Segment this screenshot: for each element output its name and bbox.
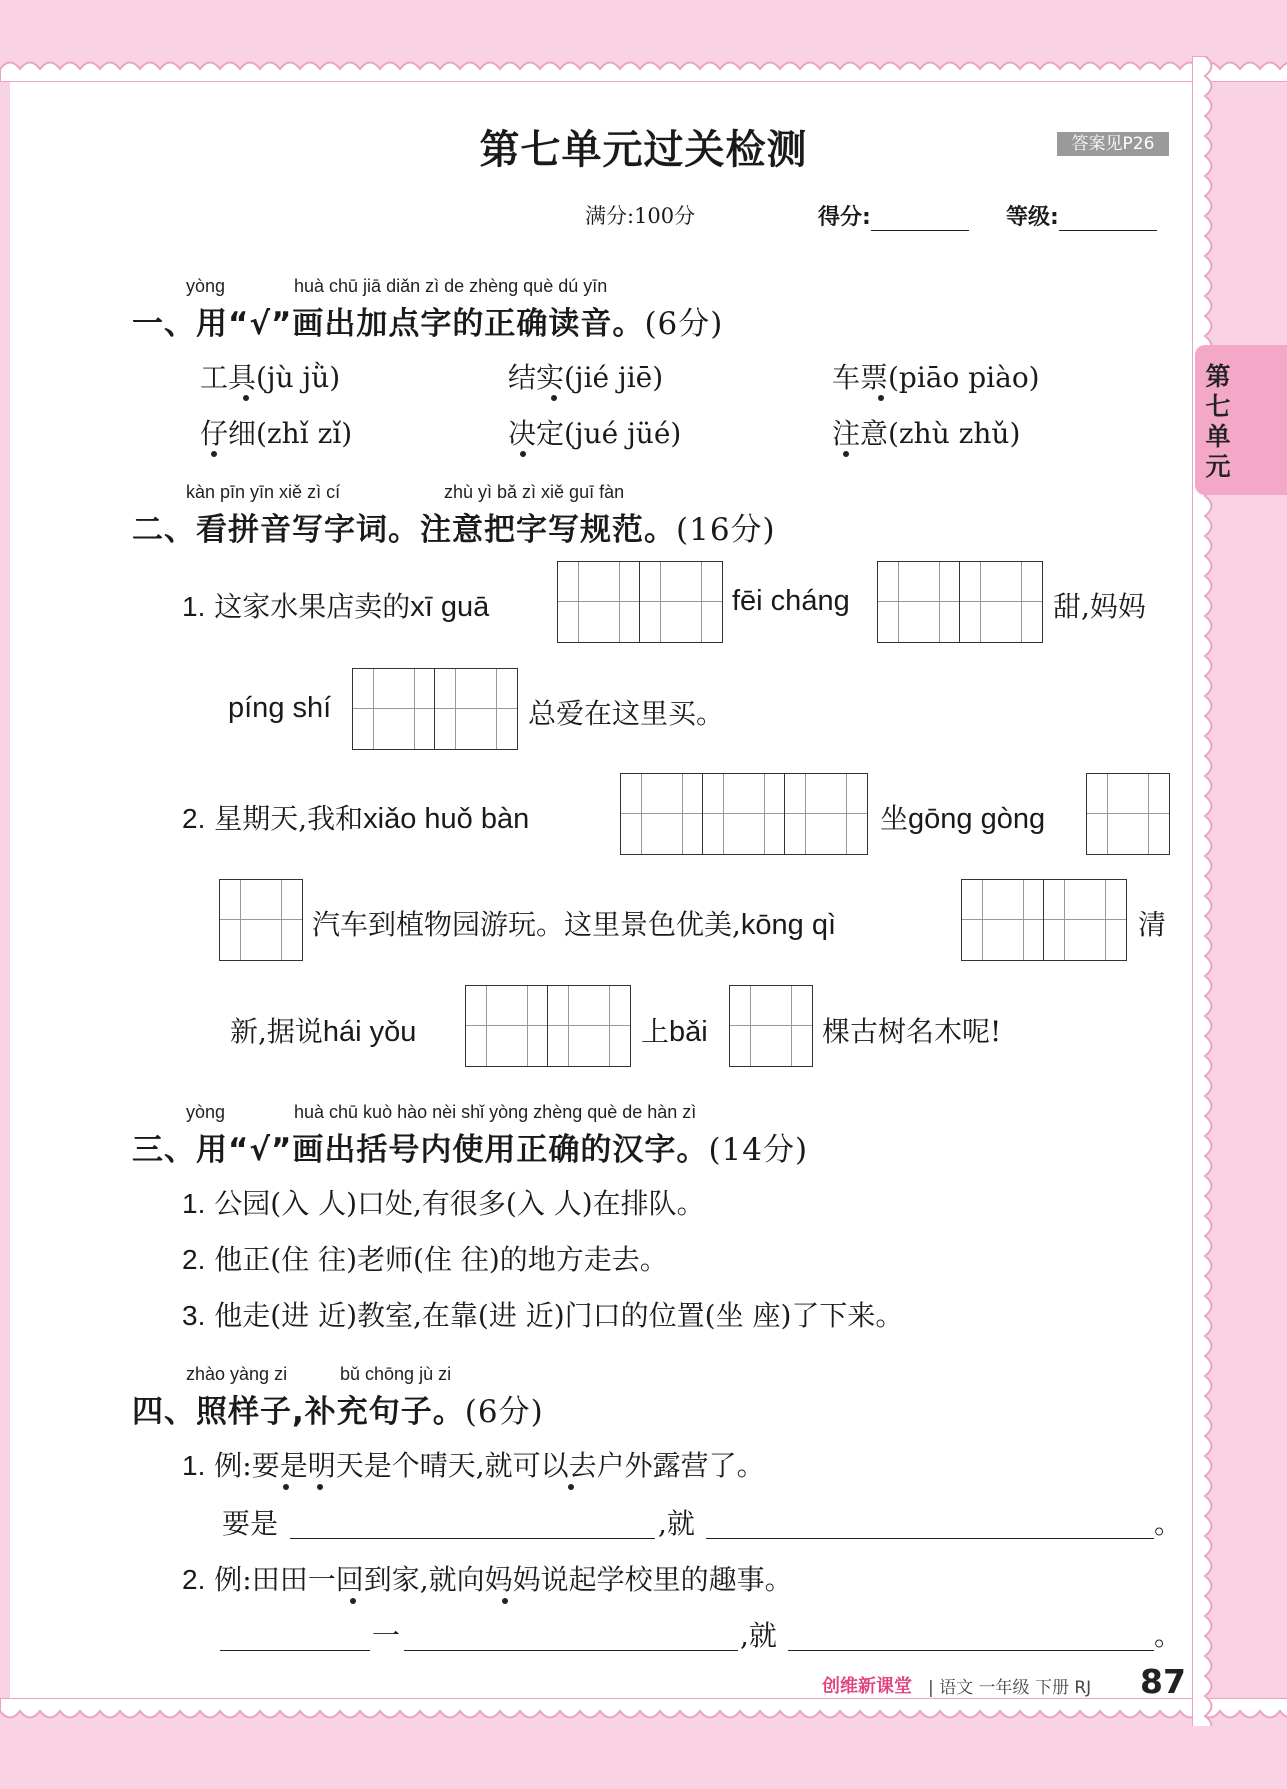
emphasis-dot bbox=[350, 1598, 356, 1604]
char-choice-item[interactable]: 3. 他走(进 近)教室,在靠(进 近)门口的位置(坐 座)了下来。 bbox=[182, 1299, 904, 1332]
fill-blank[interactable] bbox=[290, 1508, 655, 1539]
pinyin-annotation: bǔ chōng jù zi bbox=[340, 1364, 452, 1384]
writing-grid-kongqi[interactable] bbox=[961, 879, 1127, 961]
section-2-heading: 二、看拼音写字词。注意把字写规范。(16分) bbox=[132, 512, 776, 548]
emphasis-dot bbox=[243, 395, 249, 401]
q1-text: 总爱在这里买。 bbox=[528, 697, 725, 730]
q1-text: 甜,妈妈 bbox=[1053, 590, 1146, 623]
emphasis-dot bbox=[317, 1484, 323, 1490]
pinyin-annotation: yòng bbox=[186, 1102, 226, 1122]
writing-grid-haiyou[interactable] bbox=[465, 985, 631, 1067]
q2-text: 上bǎi bbox=[641, 1015, 708, 1048]
grade-blank[interactable] bbox=[1059, 230, 1157, 231]
wavy-border-bottom bbox=[0, 1698, 1287, 1724]
char-choice-item[interactable]: 1. 公园(入 人)口处,有很多(入 人)在排队。 bbox=[182, 1187, 705, 1220]
pinyin-annotation: huà chū jiā diǎn zì de zhèng què dú yīn bbox=[294, 276, 608, 296]
page-number: 87 bbox=[1140, 1662, 1186, 1701]
fill-blank[interactable] bbox=[220, 1620, 370, 1651]
footer-book-info: | 语文 一年级 下册 RJ bbox=[928, 1678, 1092, 1698]
reading-choice[interactable]: 仔细(zhǐ zǐ) bbox=[200, 417, 353, 450]
pinyin-annotation: zhù yì bǎ zì xiě guī fàn bbox=[444, 482, 625, 502]
section-4-heading: 四、照样子,补充句子。(6分) bbox=[132, 1394, 544, 1430]
writing-grid-feichang[interactable] bbox=[877, 561, 1043, 643]
example-sentence-2: 2. 例:田田一回到家,就向妈妈说起学校里的趣事。 bbox=[182, 1563, 793, 1596]
emphasis-dot bbox=[502, 1598, 508, 1604]
q2-text: 新,据说hái yǒu bbox=[230, 1015, 417, 1048]
emphasis-dot bbox=[568, 1484, 574, 1490]
q2-text: 清 bbox=[1138, 908, 1167, 941]
wavy-border-right bbox=[1192, 56, 1218, 1726]
emphasis-dot bbox=[283, 1484, 289, 1490]
q2-text: 坐gōng gòng bbox=[880, 802, 1046, 835]
q2-text: 汽车到植物园游玩。这里景色优美,kōng qì bbox=[312, 908, 837, 941]
fill-end: 。 bbox=[1154, 1619, 1183, 1652]
unit-side-tab-label: 第七单元 bbox=[1205, 362, 1231, 481]
score-blank[interactable] bbox=[871, 230, 969, 231]
fill-connector: 一 bbox=[372, 1619, 401, 1652]
grade-label: 等级: bbox=[1006, 200, 1157, 231]
emphasis-dot bbox=[551, 395, 557, 401]
writing-grid-xiaohuoban[interactable] bbox=[620, 773, 868, 855]
reading-choice[interactable]: 结实(jié jiē) bbox=[508, 361, 664, 394]
pinyin-annotation: zhào yàng zi bbox=[186, 1364, 288, 1384]
fill-end: 。 bbox=[1154, 1507, 1183, 1540]
pinyin-prompt: píng shí bbox=[228, 692, 332, 724]
fill-blank[interactable] bbox=[706, 1508, 1154, 1539]
writing-grid-gonggong-1[interactable] bbox=[1086, 773, 1170, 855]
writing-grid-gonggong-2[interactable] bbox=[219, 879, 303, 961]
fill-blank[interactable] bbox=[404, 1620, 738, 1651]
reading-choice[interactable]: 车票(piāo piào) bbox=[832, 361, 1040, 394]
fill-blank[interactable] bbox=[788, 1620, 1154, 1651]
emphasis-dot bbox=[211, 451, 217, 457]
answer-reference-badge: 答案见P26 bbox=[1057, 132, 1169, 156]
reading-choice[interactable]: 工具(jù jǜ) bbox=[200, 361, 341, 394]
reading-choice[interactable]: 决定(jué jüé) bbox=[508, 417, 682, 450]
emphasis-dot bbox=[520, 451, 526, 457]
fill-connector: ,就 bbox=[658, 1507, 695, 1540]
q1-line1-text: 1. 这家水果店卖的xī guā bbox=[182, 590, 490, 623]
page-title: 第七单元过关检测 bbox=[479, 127, 808, 173]
footer-brand: 创维新课堂 bbox=[822, 1676, 912, 1697]
pinyin-annotation: huà chū kuò hào nèi shǐ yòng zhèng què de hàn zì bbox=[294, 1102, 697, 1122]
fill-connector: ,就 bbox=[740, 1619, 777, 1652]
writing-grid-xigua[interactable] bbox=[557, 561, 723, 643]
q2-line1-text: 2. 星期天,我和xiǎo huǒ bàn bbox=[182, 802, 530, 835]
score-label: 得分: bbox=[818, 200, 969, 231]
pinyin-annotation: yòng bbox=[186, 276, 226, 296]
writing-grid-bai[interactable] bbox=[729, 985, 813, 1067]
wavy-border-top bbox=[0, 56, 1287, 82]
fill-prefix: 要是 bbox=[222, 1507, 279, 1540]
emphasis-dot bbox=[843, 451, 849, 457]
example-sentence-1: 1. 例:要是明天是个晴天,就可以去户外露营了。 bbox=[182, 1449, 765, 1482]
full-score: 满分:100分 bbox=[585, 204, 696, 228]
section-3-heading: 三、用“√”画出括号内使用正确的汉字。(14分) bbox=[132, 1132, 809, 1168]
char-choice-item[interactable]: 2. 他正(住 往)老师(住 往)的地方走去。 bbox=[182, 1243, 668, 1276]
emphasis-dot bbox=[878, 395, 884, 401]
q2-text: 棵古树名木呢! bbox=[822, 1015, 1002, 1048]
writing-grid-pingshi[interactable] bbox=[352, 668, 518, 750]
section-1-heading: 一、用“√”画出加点字的正确读音。(6分) bbox=[132, 306, 724, 342]
reading-choice[interactable]: 注意(zhù zhǔ) bbox=[832, 417, 1021, 450]
pinyin-prompt: fēi cháng bbox=[732, 585, 850, 617]
pinyin-annotation: kàn pīn yīn xiě zì cí bbox=[186, 482, 341, 502]
